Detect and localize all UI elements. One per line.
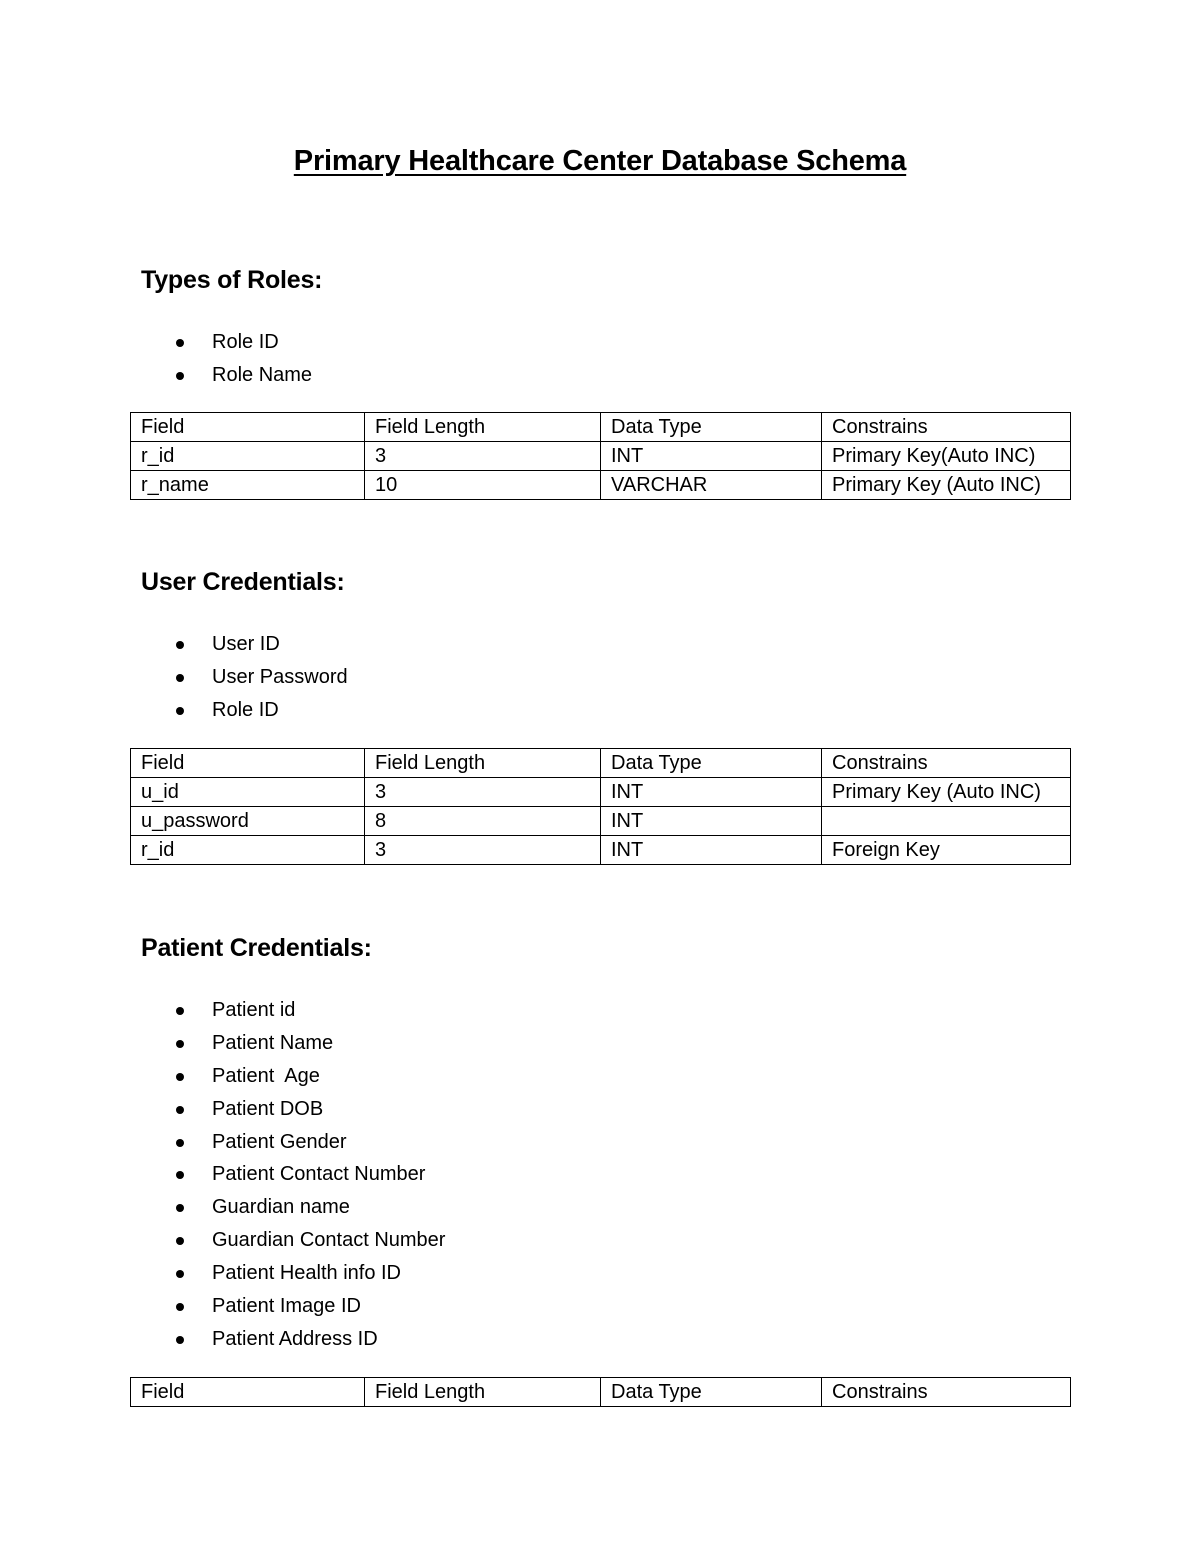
bullet-icon (176, 674, 184, 682)
table-header-row (131, 1378, 1071, 1407)
header-cell: Constrains (822, 749, 1071, 778)
roles-bullet-list (0, 326, 312, 392)
table-row (131, 807, 1071, 836)
table-cell: Foreign Key (822, 836, 1071, 865)
table-cell: INT (601, 807, 822, 836)
list-item: Patient id (0, 994, 445, 1027)
bullet-icon (176, 707, 184, 715)
table-cell: VARCHAR (601, 471, 822, 500)
list-item: User ID (0, 628, 348, 661)
header-cell: Field (131, 413, 365, 442)
table-cell: r_id (131, 442, 365, 471)
bullet-icon (176, 1204, 184, 1212)
table-cell: u_id (131, 778, 365, 807)
list-item: Patient Name (0, 1027, 445, 1060)
table-cell: Primary Key(Auto INC) (822, 442, 1071, 471)
section-heading-roles: Types of Roles: (141, 266, 323, 294)
table-cell: INT (601, 778, 822, 807)
table-cell: INT (601, 442, 822, 471)
header-cell: Data Type (601, 749, 822, 778)
bullet-icon (176, 1303, 184, 1311)
table-cell: 3 (365, 836, 601, 865)
header-cell: Field Length (365, 1378, 601, 1407)
header-cell: Field Length (365, 749, 601, 778)
list-item: Patient Address ID (0, 1323, 445, 1356)
bullet-icon (176, 372, 184, 380)
table-header-row (131, 749, 1071, 778)
list-item: Patient Image ID (0, 1290, 445, 1323)
user-credentials-table (130, 748, 1071, 865)
list-item: Patient Contact Number (0, 1158, 445, 1191)
bullet-icon (176, 1237, 184, 1245)
list-item: Patient DOB (0, 1093, 445, 1126)
table-cell: 10 (365, 471, 601, 500)
bullet-icon (176, 1007, 184, 1015)
table-header-row (131, 413, 1071, 442)
section-heading-patient-credentials: Patient Credentials: (141, 934, 372, 962)
table-row (131, 836, 1071, 865)
table-cell: r_name (131, 471, 365, 500)
header-cell: Data Type (601, 1378, 822, 1407)
table-cell: Primary Key (Auto INC) (822, 778, 1071, 807)
header-cell: Field (131, 1378, 365, 1407)
list-item: Role Name (0, 359, 312, 392)
section-heading-user-credentials: User Credentials: (141, 568, 345, 596)
table-cell: 8 (365, 807, 601, 836)
table-cell: u_password (131, 807, 365, 836)
table-cell: INT (601, 836, 822, 865)
table-row (131, 442, 1071, 471)
bullet-icon (176, 641, 184, 649)
list-item: Patient Age (0, 1060, 445, 1093)
header-cell: Field Length (365, 413, 601, 442)
header-cell: Data Type (601, 413, 822, 442)
table-cell (822, 807, 1071, 836)
table-cell: 3 (365, 778, 601, 807)
header-cell: Constrains (822, 413, 1071, 442)
header-cell: Constrains (822, 1378, 1071, 1407)
bullet-icon (176, 1171, 184, 1179)
bullet-icon (176, 339, 184, 347)
table-row (131, 471, 1071, 500)
bullet-icon (176, 1270, 184, 1278)
list-item: User Password (0, 661, 348, 694)
table-row (131, 778, 1071, 807)
bullet-icon (176, 1336, 184, 1344)
list-item: Patient Health info ID (0, 1257, 445, 1290)
table-cell: 3 (365, 442, 601, 471)
list-item: Patient Gender (0, 1126, 445, 1159)
roles-table (130, 412, 1071, 500)
header-cell: Field (131, 749, 365, 778)
table-cell: r_id (131, 836, 365, 865)
document-title: Primary Healthcare Center Database Schema (293, 145, 907, 177)
table-cell: Primary Key (Auto INC) (822, 471, 1071, 500)
list-item: Guardian Contact Number (0, 1224, 445, 1257)
bullet-icon (176, 1139, 184, 1147)
bullet-icon (176, 1106, 184, 1114)
list-item: Guardian name (0, 1191, 445, 1224)
list-item: Role ID (0, 326, 312, 359)
patient-credentials-table (130, 1377, 1071, 1407)
bullet-icon (176, 1073, 184, 1081)
bullet-icon (176, 1040, 184, 1048)
patient-credentials-bullet-list (0, 994, 445, 1356)
user-credentials-bullet-list (0, 628, 348, 727)
list-item: Role ID (0, 694, 348, 727)
